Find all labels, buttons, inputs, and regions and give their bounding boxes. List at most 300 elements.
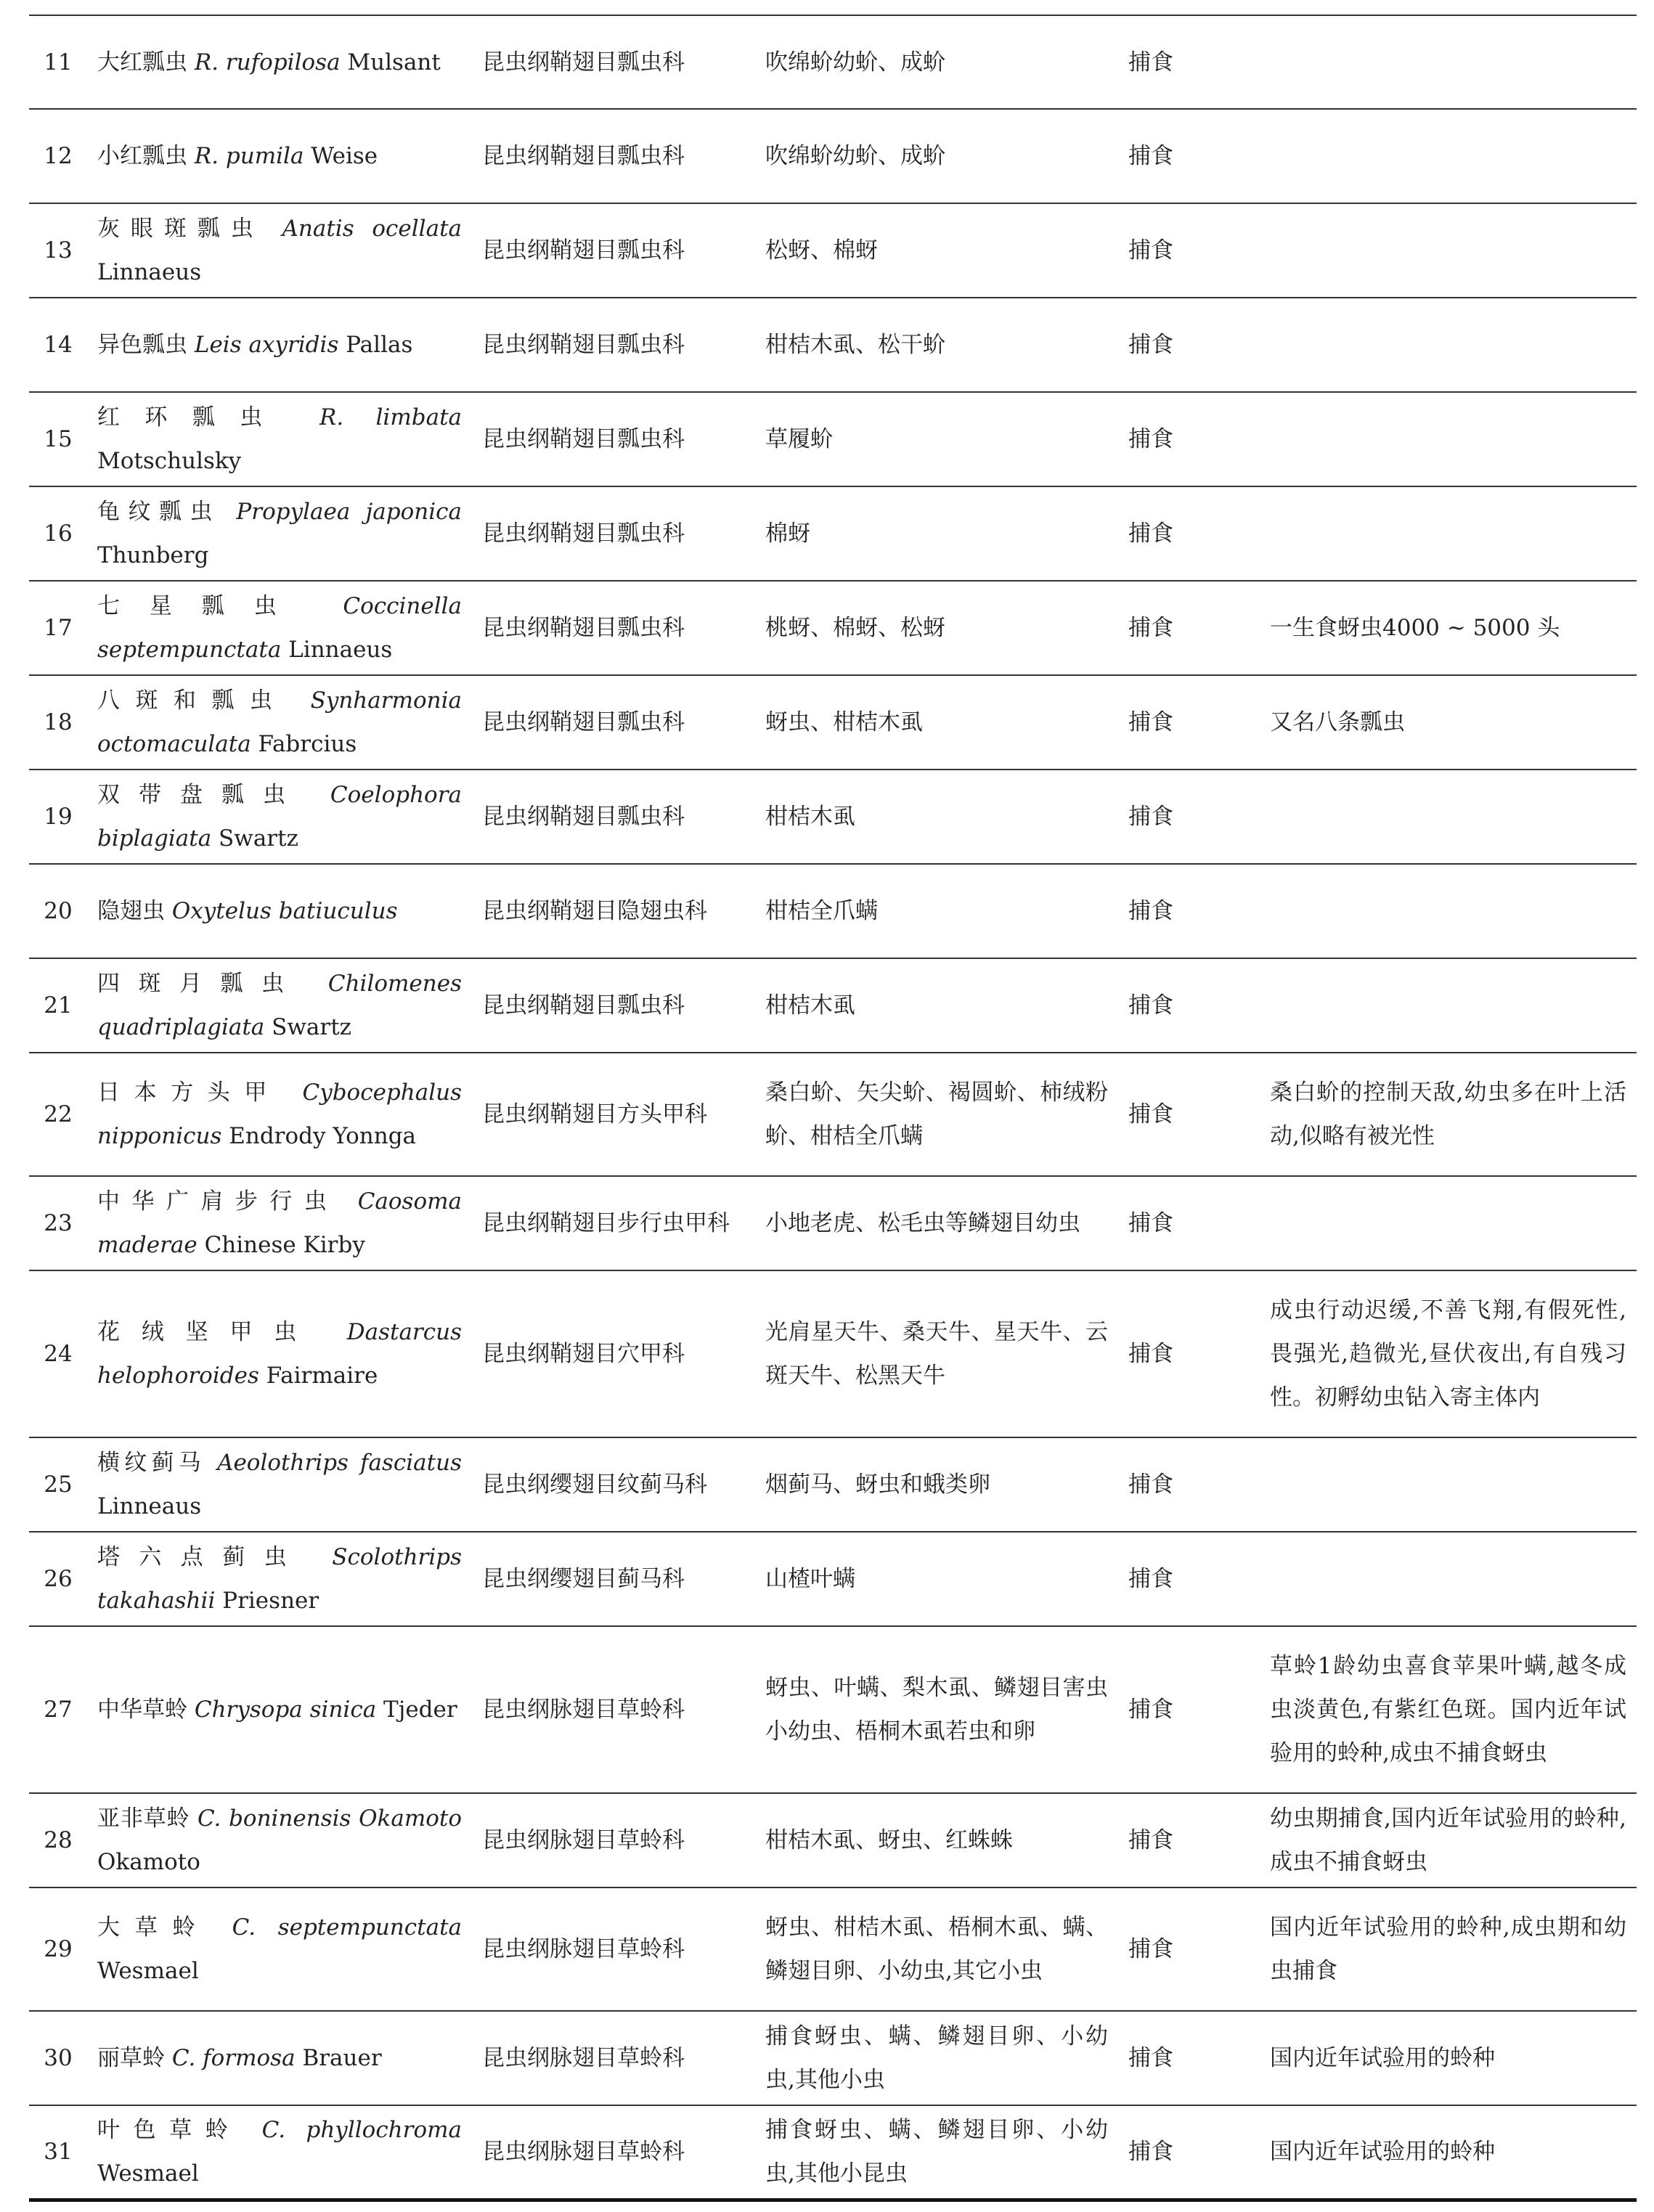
row-number: 22 <box>44 1101 73 1127</box>
classification: 昆虫纲鞘翅目瓢虫科 <box>482 426 685 452</box>
species-name-cell <box>87 675 472 770</box>
species-name-cell <box>87 392 472 486</box>
prey-list: 柑桔木虱 <box>765 992 855 1019</box>
predation-mode: 捕食 <box>1128 1566 1173 1592</box>
classification: 昆虫纲脉翅目草蛉科 <box>482 2045 685 2071</box>
prey-list: 吹绵蚧幼蚧、成蚧 <box>765 143 945 169</box>
classification-cell <box>472 298 755 392</box>
classification: 昆虫纲鞘翅目瓢虫科 <box>482 521 685 547</box>
classification-cell <box>472 864 755 958</box>
table-row <box>29 1176 1637 1270</box>
prey-list: 蚜虫、柑桔木虱、梧桐木虱、螨、鳞翅目卵、小幼虫,其它小虫 <box>765 1914 1108 1984</box>
classification-cell <box>472 2011 755 2105</box>
note-cell <box>1260 1793 1637 1887</box>
note-cell <box>1260 1532 1637 1626</box>
classification: 昆虫纲缨翅目蓟马科 <box>482 1566 685 1592</box>
table-row <box>29 675 1637 770</box>
classification-cell <box>472 2105 755 2200</box>
row-number: 28 <box>44 1827 73 1853</box>
table-row <box>29 2105 1637 2200</box>
species-name-cell <box>87 1176 472 1270</box>
prey-list: 吹绵蚧幼蚧、成蚧 <box>765 49 945 75</box>
chinese-name: 横纹蓟马 <box>97 1450 205 1476</box>
table-row <box>29 1053 1637 1176</box>
prey-list: 光肩星天牛、桑天牛、星天牛、云斑天牛、松黑天牛 <box>765 1319 1108 1389</box>
note-text: 桑白蚧的控制天敌,幼虫多在叶上活动,似略有被光性 <box>1270 1080 1626 1149</box>
predation-mode: 捕食 <box>1128 1341 1173 1367</box>
author-name: Mulsant <box>347 49 441 75</box>
classification-cell <box>472 1626 755 1793</box>
prey-cell <box>755 581 1118 675</box>
chinese-name: 红环瓢虫 <box>97 404 288 430</box>
mode-cell <box>1118 1793 1260 1887</box>
latin-name: Chilomenes quadriplagiata <box>97 971 462 1040</box>
author-name: Motschulsky <box>97 448 242 474</box>
species-name-cell <box>87 109 472 203</box>
latin-name: R. pumila <box>194 143 304 169</box>
species-name-cell <box>87 2105 472 2200</box>
species-name-cell <box>87 1270 472 1437</box>
chinese-name: 双带盘瓢虫 <box>97 782 305 808</box>
classification-cell <box>472 770 755 864</box>
note-cell <box>1260 864 1637 958</box>
latin-name: R. limbata <box>319 404 463 430</box>
row-number: 27 <box>44 1697 73 1723</box>
prey-cell <box>755 2011 1118 2105</box>
row-number-cell <box>29 298 87 392</box>
species-name-cell <box>87 1532 472 1626</box>
author-name: Fabrcius <box>258 731 357 757</box>
predation-mode: 捕食 <box>1128 2139 1173 2166</box>
row-number: 18 <box>44 709 73 735</box>
author-name: Priesner <box>222 1588 319 1614</box>
classification-cell <box>472 1053 755 1176</box>
latin-name: C. boninensis Okamoto <box>197 1805 463 1832</box>
prey-list: 山楂叶螨 <box>765 1566 855 1592</box>
latin-name: R. rufopilosa <box>194 49 341 75</box>
classification: 昆虫纲鞘翅目瓢虫科 <box>482 49 685 75</box>
species-name-cell <box>87 958 472 1053</box>
prey-list: 捕食蚜虫、螨、鳞翅目卵、小幼虫,其他小虫 <box>765 2023 1108 2093</box>
row-number-cell <box>29 1532 87 1626</box>
species-name-cell <box>87 298 472 392</box>
chinese-name: 异色瓢虫 <box>97 332 187 358</box>
chinese-name: 大草蛉 <box>97 1914 211 1940</box>
predation-mode: 捕食 <box>1128 1210 1173 1236</box>
predation-mode: 捕食 <box>1128 332 1173 358</box>
row-number: 25 <box>44 1472 73 1498</box>
author-name: Wesmael <box>97 1958 199 1984</box>
row-number: 26 <box>44 1566 73 1592</box>
prey-cell <box>755 675 1118 770</box>
table-row <box>29 109 1637 203</box>
natural-enemy-table <box>29 15 1637 2202</box>
chinese-name: 丽草蛉 <box>97 2045 165 2071</box>
mode-cell <box>1118 2011 1260 2105</box>
predation-mode: 捕食 <box>1128 898 1173 924</box>
author-name: Chinese Kirby <box>204 1232 365 1258</box>
note-cell <box>1260 1887 1637 2011</box>
chinese-name: 八斑和瓢虫 <box>97 687 288 714</box>
prey-list: 柑桔木虱、蚜虫、红蛛蛛 <box>765 1827 1013 1853</box>
note-text: 又名八条瓢虫 <box>1270 709 1405 735</box>
classification-cell <box>472 486 755 581</box>
prey-list: 小地老虎、松毛虫等鳞翅目幼虫 <box>765 1210 1080 1236</box>
prey-list: 柑桔木虱 <box>765 804 855 830</box>
classification: 昆虫纲脉翅目草蛉科 <box>482 1827 685 1853</box>
mode-cell <box>1118 1176 1260 1270</box>
chinese-name: 小红瓢虫 <box>97 143 187 169</box>
author-name: Linnaeus <box>288 637 393 663</box>
classification-cell <box>472 675 755 770</box>
species-name-cell <box>87 1887 472 2011</box>
predation-mode: 捕食 <box>1128 992 1173 1019</box>
note-cell <box>1260 1176 1637 1270</box>
mode-cell <box>1118 392 1260 486</box>
species-name-cell <box>87 1626 472 1793</box>
note-cell <box>1260 1437 1637 1532</box>
row-number-cell <box>29 1176 87 1270</box>
table-row <box>29 864 1637 958</box>
prey-list: 桑白蚧、矢尖蚧、褐圆蚧、柿绒粉蚧、柑桔全爪螨 <box>765 1080 1108 1149</box>
chinese-name: 叶色草蛉 <box>97 2117 242 2144</box>
note-text: 草蛉1龄幼虫喜食苹果叶螨,越冬成虫淡黄色,有紫红色斑。国内近年试验用的蛉种,成虫不捕食蚜虫 <box>1270 1653 1626 1766</box>
mode-cell <box>1118 109 1260 203</box>
mode-cell <box>1118 675 1260 770</box>
table-row <box>29 203 1637 298</box>
classification-cell <box>472 15 755 109</box>
prey-list: 蚜虫、柑桔木虱 <box>765 709 923 735</box>
mode-cell <box>1118 1887 1260 2011</box>
row-number-cell <box>29 581 87 675</box>
latin-name: Anatis ocellata <box>282 216 463 242</box>
predation-mode: 捕食 <box>1128 426 1173 452</box>
row-number: 19 <box>44 804 73 830</box>
row-number-cell <box>29 1053 87 1176</box>
classification: 昆虫纲脉翅目草蛉科 <box>482 2139 685 2166</box>
table-row <box>29 15 1637 109</box>
classification: 昆虫纲鞘翅目步行虫甲科 <box>482 1210 730 1236</box>
prey-cell <box>755 1270 1118 1437</box>
author-name: Fairmaire <box>266 1363 378 1389</box>
note-text: 幼虫期捕食,国内近年试验用的蛉种,成虫不捕食蚜虫 <box>1270 1805 1626 1875</box>
row-number-cell <box>29 392 87 486</box>
mode-cell <box>1118 581 1260 675</box>
mode-cell <box>1118 203 1260 298</box>
note-cell <box>1260 2105 1637 2200</box>
note-text: 国内近年试验用的蛉种,成虫期和幼虫捕食 <box>1270 1914 1626 1984</box>
table-body <box>29 15 1637 2200</box>
classification-cell <box>472 1437 755 1532</box>
classification: 昆虫纲脉翅目草蛉科 <box>482 1936 685 1962</box>
author-name: Endrody Yonnga <box>229 1123 417 1149</box>
classification-cell <box>472 1176 755 1270</box>
prey-cell <box>755 1793 1118 1887</box>
chinese-name: 大红瓢虫 <box>97 49 187 75</box>
row-number-cell <box>29 2105 87 2200</box>
note-cell <box>1260 15 1637 109</box>
mode-cell <box>1118 298 1260 392</box>
classification: 昆虫纲鞘翅目方头甲科 <box>482 1101 707 1127</box>
note-cell <box>1260 298 1637 392</box>
species-name-cell <box>87 581 472 675</box>
table-row <box>29 486 1637 581</box>
note-text: 成虫行动迟缓,不善飞翔,有假死性,畏强光,趋微光,昼伏夜出,有自残习性。初孵幼虫钻入寄主体内 <box>1270 1297 1626 1411</box>
species-name-cell <box>87 203 472 298</box>
row-number-cell <box>29 109 87 203</box>
latin-name: C. phyllochroma <box>261 2117 463 2144</box>
prey-cell <box>755 298 1118 392</box>
author-name: Linneaus <box>97 1493 202 1519</box>
note-cell <box>1260 958 1637 1053</box>
table-row <box>29 1793 1637 1887</box>
row-number: 16 <box>44 521 73 547</box>
note-cell <box>1260 1053 1637 1176</box>
species-name-cell <box>87 770 472 864</box>
predation-mode: 捕食 <box>1128 1472 1173 1498</box>
note-text: 国内近年试验用的蛉种 <box>1270 2045 1495 2071</box>
row-number-cell <box>29 1887 87 2011</box>
table-row <box>29 1437 1637 1532</box>
row-number-cell <box>29 958 87 1053</box>
classification: 昆虫纲鞘翅目瓢虫科 <box>482 709 685 735</box>
classification: 昆虫纲鞘翅目隐翅虫科 <box>482 898 707 924</box>
row-number: 29 <box>44 1936 73 1962</box>
row-number: 31 <box>44 2139 73 2166</box>
mode-cell <box>1118 1437 1260 1532</box>
row-number: 20 <box>44 898 73 924</box>
table-row <box>29 581 1637 675</box>
species-name-cell <box>87 15 472 109</box>
classification: 昆虫纲鞘翅目瓢虫科 <box>482 143 685 169</box>
author-name: Pallas <box>346 332 413 358</box>
classification-cell <box>472 1887 755 2011</box>
mode-cell <box>1118 1626 1260 1793</box>
prey-cell <box>755 1437 1118 1532</box>
note-cell <box>1260 109 1637 203</box>
prey-cell <box>755 1887 1118 2011</box>
author-name: Swartz <box>272 1014 352 1040</box>
row-number: 17 <box>44 615 73 641</box>
chinese-name: 花绒坚甲虫 <box>97 1319 319 1345</box>
note-text: 国内近年试验用的蛉种 <box>1270 2139 1495 2166</box>
prey-list: 棉蚜 <box>765 521 810 547</box>
table-row <box>29 2011 1637 2105</box>
mode-cell <box>1118 2105 1260 2200</box>
prey-cell <box>755 1532 1118 1626</box>
chinese-name: 中华草蛉 <box>97 1697 187 1723</box>
row-number: 11 <box>44 49 73 75</box>
latin-name: Synharmonia octomaculata <box>97 687 462 757</box>
classification: 昆虫纲鞘翅目穴甲科 <box>482 1341 685 1367</box>
prey-list: 烟蓟马、蚜虫和蛾类卵 <box>765 1472 990 1498</box>
note-cell <box>1260 770 1637 864</box>
mode-cell <box>1118 1053 1260 1176</box>
chinese-name: 龟纹瓢虫 <box>97 499 221 525</box>
latin-name: Coccinella septempunctata <box>97 593 463 663</box>
prey-cell <box>755 486 1118 581</box>
author-name: Wesmael <box>97 2160 199 2187</box>
chinese-name: 塔六点蓟虫 <box>97 1544 306 1570</box>
prey-list: 桃蚜、棉蚜、松蚜 <box>765 615 945 641</box>
predation-mode: 捕食 <box>1128 49 1173 75</box>
prey-cell <box>755 203 1118 298</box>
latin-name: Chrysopa sinica <box>194 1697 377 1723</box>
table-row <box>29 1887 1637 2011</box>
note-cell <box>1260 1270 1637 1437</box>
mode-cell <box>1118 1532 1260 1626</box>
mode-cell <box>1118 1270 1260 1437</box>
note-cell <box>1260 675 1637 770</box>
author-name: Brauer <box>302 2045 382 2071</box>
chinese-name: 中华广肩步行虫 <box>97 1188 339 1215</box>
chinese-name: 亚非草蛉 <box>97 1805 190 1832</box>
classification: 昆虫纲脉翅目草蛉科 <box>482 1697 685 1723</box>
classification-cell <box>472 203 755 298</box>
prey-cell <box>755 15 1118 109</box>
row-number-cell <box>29 203 87 298</box>
row-number-cell <box>29 1270 87 1437</box>
latin-name: Propylaea japonica <box>236 499 462 525</box>
classification: 昆虫纲鞘翅目瓢虫科 <box>482 237 685 264</box>
species-name-cell <box>87 1437 472 1532</box>
row-number-cell <box>29 1437 87 1532</box>
row-number: 15 <box>44 426 73 452</box>
latin-name: Scolothrips takahashii <box>97 1544 463 1614</box>
author-name: Linnaeus <box>97 259 202 285</box>
prey-cell <box>755 392 1118 486</box>
prey-cell <box>755 1626 1118 1793</box>
row-number-cell <box>29 15 87 109</box>
row-number-cell <box>29 864 87 958</box>
predation-mode: 捕食 <box>1128 1101 1173 1127</box>
row-number: 12 <box>44 143 73 169</box>
row-number: 14 <box>44 332 73 358</box>
classification: 昆虫纲鞘翅目瓢虫科 <box>482 332 685 358</box>
table-row <box>29 1626 1637 1793</box>
classification-cell <box>472 392 755 486</box>
classification: 昆虫纲鞘翅目瓢虫科 <box>482 992 685 1019</box>
author-name: Tjeder <box>383 1697 457 1723</box>
table-row <box>29 1270 1637 1437</box>
table-row <box>29 392 1637 486</box>
table-row <box>29 770 1637 864</box>
prey-cell <box>755 2105 1118 2200</box>
predation-mode: 捕食 <box>1128 521 1173 547</box>
row-number-cell <box>29 2011 87 2105</box>
mode-cell <box>1118 486 1260 581</box>
prey-list: 捕食蚜虫、螨、鳞翅目卵、小幼虫,其他小昆虫 <box>765 2117 1108 2187</box>
latin-name: Leis axyridis <box>194 332 339 358</box>
table-row <box>29 958 1637 1053</box>
predation-mode: 捕食 <box>1128 804 1173 830</box>
latin-name: C. formosa <box>171 2045 296 2071</box>
prey-list: 松蚜、棉蚜 <box>765 237 878 264</box>
classification: 昆虫纲鞘翅目瓢虫科 <box>482 615 685 641</box>
author-name: Weise <box>311 143 378 169</box>
prey-cell <box>755 1053 1118 1176</box>
row-number-cell <box>29 675 87 770</box>
mode-cell <box>1118 770 1260 864</box>
species-name-cell <box>87 1793 472 1887</box>
prey-list: 柑桔木虱、松干蚧 <box>765 332 945 358</box>
predation-mode: 捕食 <box>1128 709 1173 735</box>
latin-name: Dastarcus helophoroides <box>97 1319 462 1389</box>
species-name-cell <box>87 2011 472 2105</box>
species-name-cell <box>87 864 472 958</box>
chinese-name: 隐翅虫 <box>97 898 165 924</box>
chinese-name: 七星瓢虫 <box>97 593 306 619</box>
note-text: 一生食蚜虫4000 ~ 5000 头 <box>1270 615 1560 641</box>
note-cell <box>1260 1626 1637 1793</box>
species-name-cell <box>87 1053 472 1176</box>
note-cell <box>1260 2011 1637 2105</box>
table-row <box>29 298 1637 392</box>
row-number-cell <box>29 486 87 581</box>
row-number: 21 <box>44 992 73 1019</box>
predation-mode: 捕食 <box>1128 2045 1173 2071</box>
predation-mode: 捕食 <box>1128 237 1173 264</box>
prey-cell <box>755 864 1118 958</box>
mode-cell <box>1118 15 1260 109</box>
latin-name: C. septempunctata <box>232 1914 463 1940</box>
species-name-cell <box>87 486 472 581</box>
classification-cell <box>472 1270 755 1437</box>
predation-mode: 捕食 <box>1128 1827 1173 1853</box>
predation-mode: 捕食 <box>1128 143 1173 169</box>
prey-list: 草履蚧 <box>765 426 833 452</box>
predation-mode: 捕食 <box>1128 1697 1173 1723</box>
predation-mode: 捕食 <box>1128 1936 1173 1962</box>
mode-cell <box>1118 864 1260 958</box>
latin-name: Cybocephalus nipponicus <box>97 1080 463 1149</box>
classification: 昆虫纲鞘翅目瓢虫科 <box>482 804 685 830</box>
prey-list: 柑桔全爪螨 <box>765 898 878 924</box>
latin-name: Aeolothrips fasciatus <box>217 1450 462 1476</box>
row-number: 24 <box>44 1341 73 1367</box>
prey-cell <box>755 770 1118 864</box>
predation-mode: 捕食 <box>1128 615 1173 641</box>
row-number-cell <box>29 770 87 864</box>
row-number: 13 <box>44 237 73 264</box>
chinese-name: 四斑月瓢虫 <box>97 971 303 997</box>
classification-cell <box>472 581 755 675</box>
mode-cell <box>1118 958 1260 1053</box>
chinese-name: 日本方头甲 <box>97 1080 282 1106</box>
author-name: Swartz <box>219 825 298 852</box>
author-name: Okamoto <box>97 1849 200 1875</box>
row-number: 30 <box>44 2045 73 2071</box>
latin-name: Coelophora biplagiata <box>97 782 463 852</box>
table-row <box>29 1532 1637 1626</box>
classification-cell <box>472 1532 755 1626</box>
note-cell <box>1260 203 1637 298</box>
author-name: Thunberg <box>97 542 209 568</box>
classification: 昆虫纲缨翅目纹蓟马科 <box>482 1472 707 1498</box>
note-cell <box>1260 581 1637 675</box>
prey-list: 蚜虫、叶螨、梨木虱、鳞翅目害虫小幼虫、梧桐木虱若虫和卵 <box>765 1675 1108 1744</box>
note-cell <box>1260 392 1637 486</box>
classification-cell <box>472 958 755 1053</box>
classification-cell <box>472 1793 755 1887</box>
chinese-name: 灰眼斑瓢虫 <box>97 216 264 242</box>
prey-cell <box>755 1176 1118 1270</box>
latin-name: Oxytelus batiuculus <box>171 898 398 924</box>
classification-cell <box>472 109 755 203</box>
row-number: 23 <box>44 1210 73 1236</box>
row-number-cell <box>29 1626 87 1793</box>
note-cell <box>1260 486 1637 581</box>
